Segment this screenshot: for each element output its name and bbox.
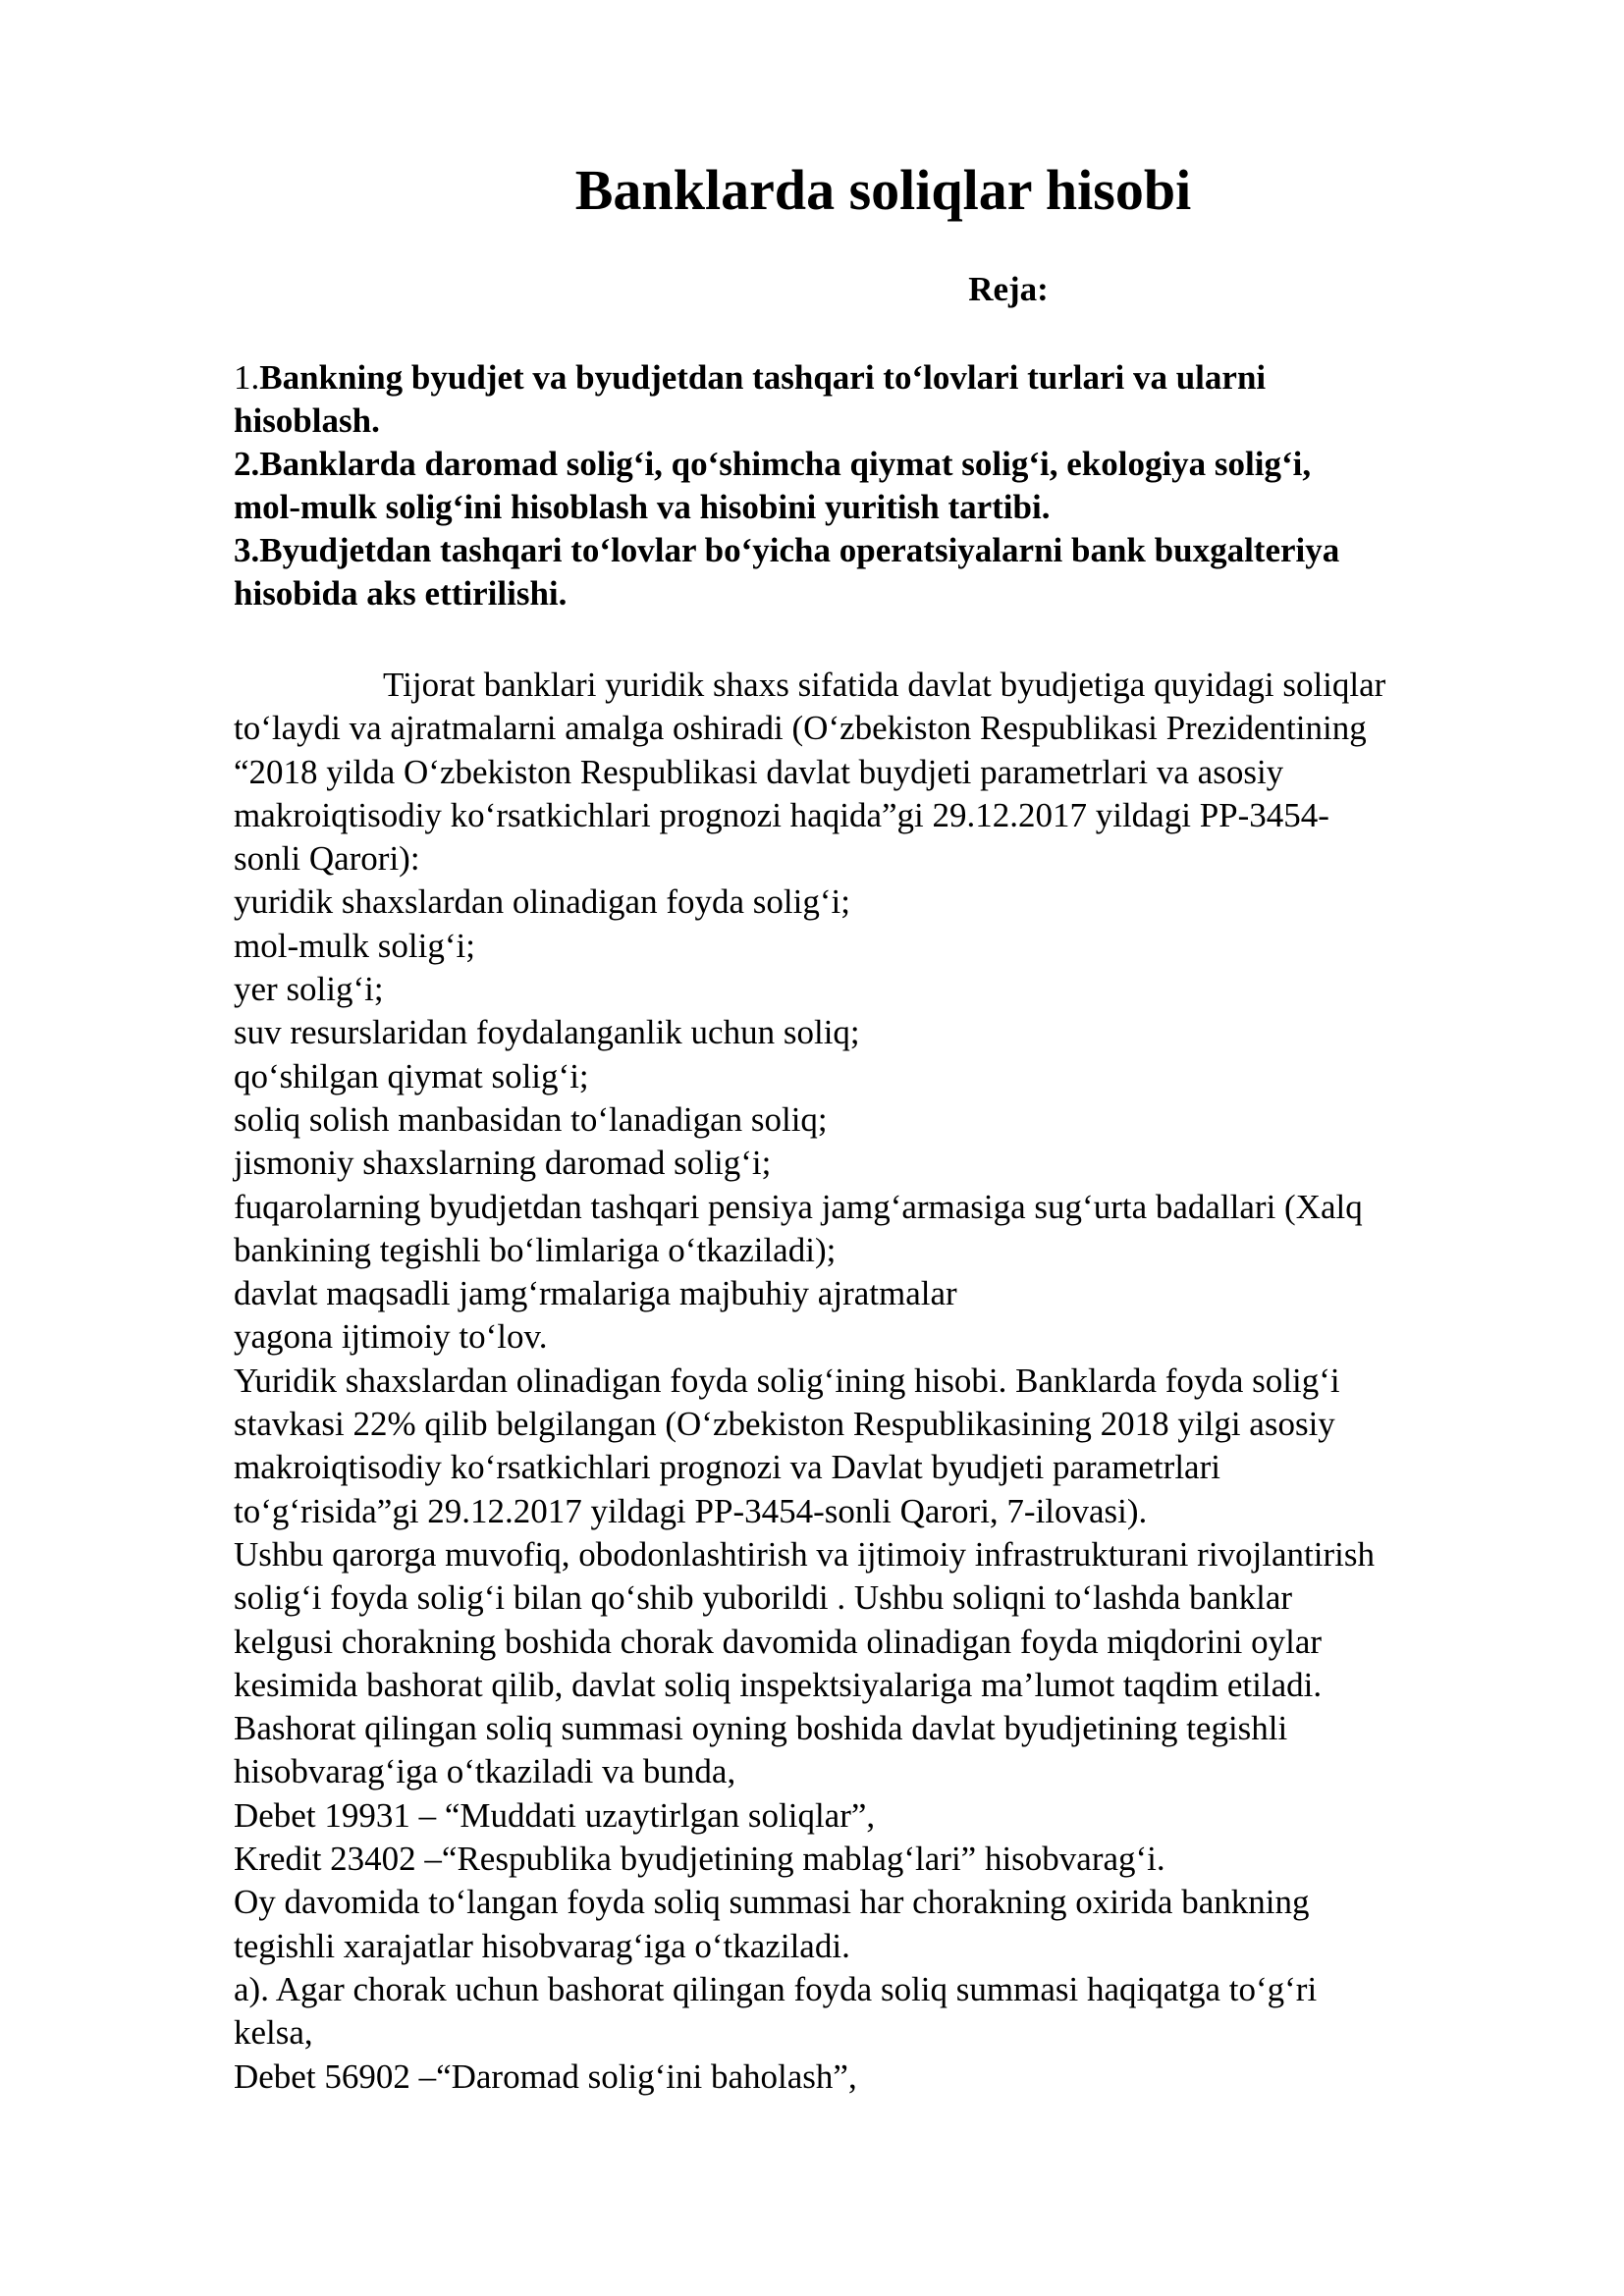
plan-item-3-cont: hisobida aks ettirilishi. [234,574,568,613]
accounting-entry-debit: Debet 19931 – “Muddati uzaytirlgan soliqlar”, [234,1795,876,1835]
document-body [234,664,1589,2099]
plan-item-2 [234,443,1559,486]
list-item: davlat maqsadli jamg‘rmalariga majbuhiy ajratmalar [234,1274,957,1313]
list-item: soliq solish manbasidan to‘lanadigan soliq; [234,1099,828,1139]
list-item: yuridik shaxslardan olinadigan foyda solig‘i; [234,882,850,922]
paragraph-line: “2018 yilda O‘zbekiston Respublikasi davlat buydjeti parametrlari va asosiy [234,752,1284,791]
paragraph-line: tegishli xarajatlar hisobvarag‘iga o‘tkaziladi. [234,1926,850,1965]
paragraph-line: makroiqtisodiy ko‘rsatkichlari prognozi haqida”gi 29.12.2017 yildagi PP-3454- [234,795,1329,834]
plan-item-1 [234,356,1559,400]
plan-item-number: 3. [234,531,260,569]
accounting-entry-debit: Debet 56902 –“Daromad solig‘ini baholash”, [234,2056,857,2096]
list-item: mol-mulk solig‘i; [234,926,475,965]
paragraph-line: kelsa, [234,2013,313,2053]
plan-item-text: Bankning byudjet va byudjetdan tashqari to‘lovlari turlari va ularni [259,358,1267,397]
paragraph-line: Oy davomida to‘langan foyda soliq summasi har chorakning oxirida bankning [234,1883,1310,1922]
list-item: bankining tegishli bo‘limlariga o‘tkaziladi); [234,1230,837,1269]
plan-item-number: 2. [234,445,260,483]
paragraph-line: a). Agar chorak uchun bashorat qilingan foyda soliq summasi haqiqatga to‘g‘ri [234,1969,1318,2008]
plan-item-1-cont: hisoblash. [234,401,380,440]
list-item: qo‘shilgan qiymat solig‘i; [234,1056,589,1095]
list-item: yagona ijtimoiy to‘lov. [234,1317,548,1357]
paragraph-line: sonli Qarori): [234,839,420,879]
list-item: fuqarolarning byudjetdan tashqari pensiya jamg‘armasiga sug‘urta badallari (Xalq [234,1187,1363,1226]
plan-item-text: Banklarda daromad solig‘i, qo‘shimcha qiymat solig‘i, ekologiya solig‘i, [259,445,1312,483]
plan-heading: Reja: [968,270,1049,308]
paragraph-line: makroiqtisodiy ko‘rsatkichlari prognozi va Davlat byudjeti parametrlari [234,1448,1220,1487]
list-item: jismoniy shaxslarning daromad solig‘i; [234,1144,772,1183]
document-title: Banklarda soliqlar hisobi [574,158,1192,222]
paragraph-line: solig‘i foyda solig‘i bilan qo‘shib yuborildi . Ushbu soliqni to‘lashda banklar [234,1578,1293,1618]
paragraph-line: Bashorat qilingan soliq summasi oyning boshida davlat byudjetining tegishli [234,1709,1288,1748]
paragraph-line: Ushbu qarorga muvofiq, obodonlashtirish va ijtimoiy infrastrukturani rivojlantirish [234,1534,1375,1574]
plan-item-number: 1. [234,358,260,397]
accounting-entry-credit: Kredit 23402 –“Respublika byudjetining mablag‘lari” hisobvarag‘i. [234,1840,1165,1879]
paragraph-line: to‘g‘risida”gi 29.12.2017 yildagi PP-3454-sonli Qarori, 7-ilovasi). [234,1491,1148,1530]
list-item: suv resurslaridan foydalanganlik uchun soliq; [234,1013,860,1052]
paragraph-line: Yuridik shaxslardan olinadigan foyda solig‘ining hisobi. Banklarda foyda solig‘i [234,1361,1340,1400]
plan-list [234,356,1559,615]
paragraph-line: Tijorat banklari yuridik shaxs sifatida davlat byudjetiga quyidagi soliqlar [383,666,1386,704]
paragraph-line: kelgusi chorakning boshida chorak davomida olinadigan foyda miqdorini oylar [234,1622,1323,1661]
list-item: yer solig‘i; [234,970,384,1009]
paragraph-line: kesimida bashorat qilib, davlat soliq inspektsiyalariga ma’lumot taqdim etiladi. [234,1665,1323,1704]
plan-item-2-cont: mol-mulk solig‘ini hisoblash va hisobini yuritish tartibi. [234,488,1051,526]
paragraph-line: to‘laydi va ajratmalarni amalga oshiradi (O‘zbekiston Respublikasi Prezidentining [234,709,1367,748]
paragraph-line: hisobvarag‘iga o‘tkaziladi va bunda, [234,1752,736,1791]
plan-item-text: Byudjetdan tashqari to‘lovlar bo‘yicha operatsiyalarni bank buxgalteriya [259,531,1340,569]
paragraph-line: stavkasi 22% qilib belgilangan (O‘zbekiston Respublikasining 2018 yilgi asosiy [234,1405,1335,1444]
plan-item-3 [234,529,1559,572]
